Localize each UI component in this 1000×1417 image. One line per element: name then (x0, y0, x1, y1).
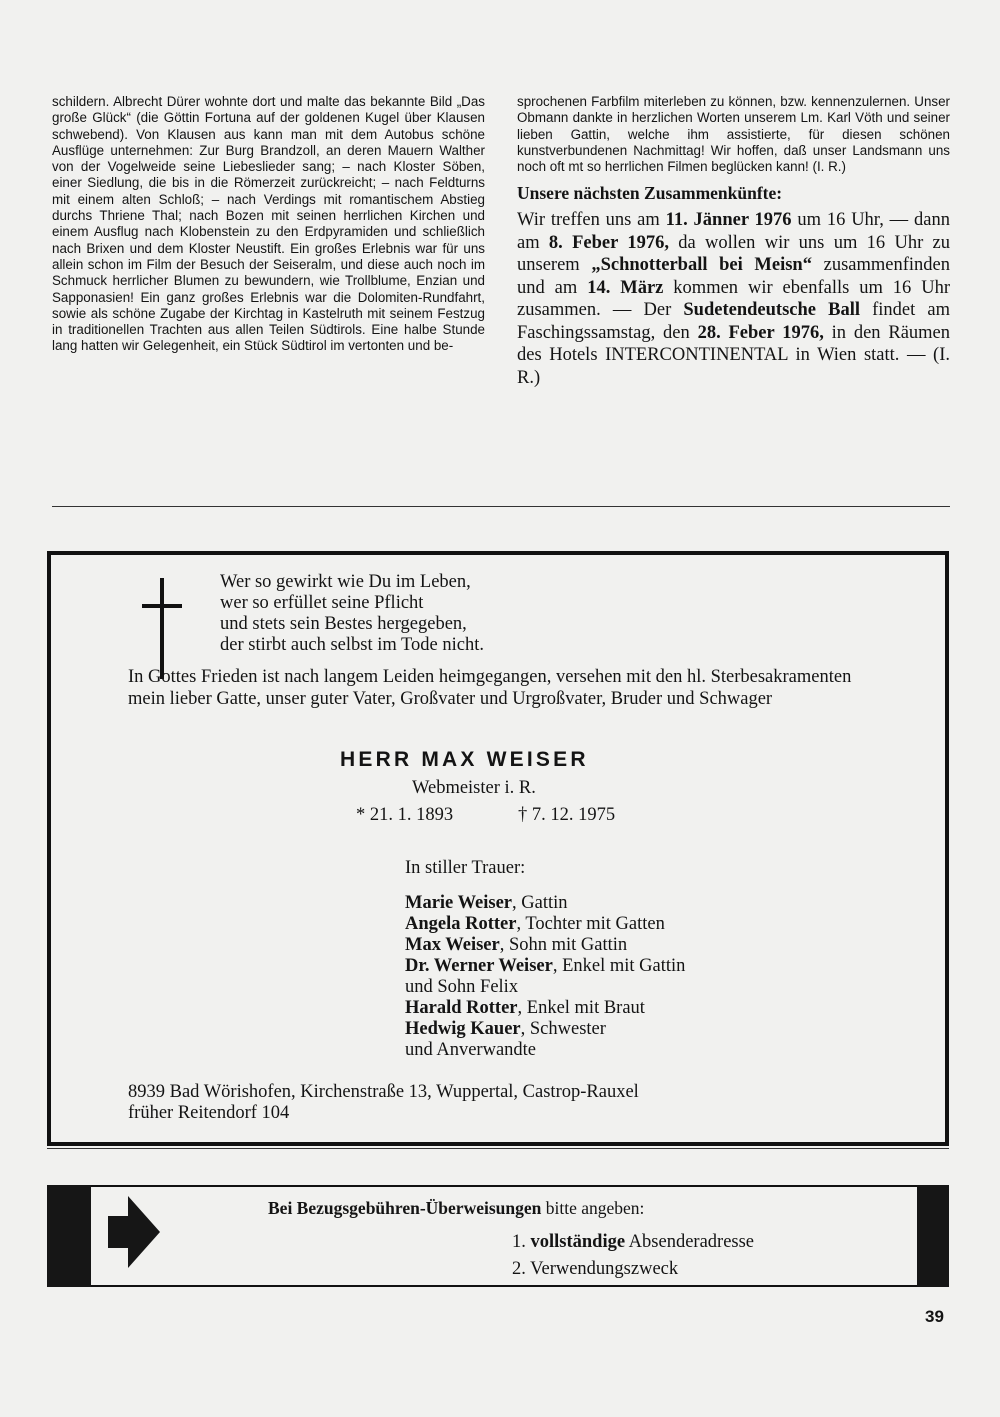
right-arrow-icon (108, 1196, 160, 1268)
meetings-heading: Unsere nächsten Zusammenkünfte: (517, 183, 783, 204)
address-line: 8939 Bad Wörishofen, Kirchenstraße 13, Wuppertal, Castrop-Rauxel (128, 1082, 639, 1102)
list-item: 1. vollständige Absenderadresse (512, 1232, 755, 1252)
cross-icon-bar (142, 604, 182, 608)
mourner: Hedwig Kauer, Schwester (405, 1019, 606, 1039)
notice-bar-left (47, 1185, 91, 1287)
mourner: Marie Weiser, Gattin (405, 893, 568, 913)
poem-line: der stirbt auch selbst im Tode nicht. (220, 635, 484, 655)
birth-date: * 21. 1. 1893 (356, 805, 454, 825)
mourner: Angela Rotter, Tochter mit Gatten (405, 914, 665, 934)
right-column-intro: sprochenen Farbfilm miterleben zu können, bzw. kennenzulernen. Unser Obmann dankte in herzlichen Worten unserem Lm. Karl Vöth und seiner lieben Gattin, welche ihm assistierte, für diesen schönen kunstverbundenen Nachmittag! Wir hoffen, daß unser Landsmann uns noch oft mt so herrlichen Filmen beglücken kann! (I. R.) (517, 94, 950, 175)
right-column (517, 94, 950, 389)
poem-line: Wer so gewirkt wie Du im Leben, (220, 572, 471, 592)
deceased-role: Webmeister i. R. (412, 778, 536, 798)
obituary-intro: In Gottes Frieden ist nach langem Leiden heimgegangen, versehen mit den hl. Sterbesakramenten mein lieber Gatte, unser guter Vater, Großvater und Urgroßvater, Bruder und Schwager (128, 667, 852, 709)
obituary-address (128, 1082, 639, 1124)
deceased-name: HERR MAX WEISER (340, 748, 589, 771)
obituary-poem (220, 572, 484, 656)
page-number: 39 (925, 1307, 944, 1326)
mourner: Dr. Werner Weiser, Enkel mit Gattin (405, 956, 686, 976)
poem-line: wer so erfüllet seine Pflicht (220, 593, 424, 613)
mourning-title: In stiller Trauer: (405, 858, 526, 878)
left-column-text: schildern. Albrecht Dürer wohnte dort und malte das bekannte Bild „Das große Glück“ (die Göttin Fortuna auf der goldenen Kugel über Klausen schwebend). Von Klausen aus kann man mit dem Autobus schöne Ausflüge unternehmen: Zur Burg Brandzoll, an deren Mauern Walther von der Vogelweide seine Liebeslieder sang; – nach Kloster Söben, einer Siedlung, die bis in die Römerzeit zurückreicht; – nach Feldturns mit einem alten Schloß; – nach Verdings mit romantischem Abstieg durchs Thriene Thal; nach Bozen mit seinen herrlichen Kirchen und einem Ausflug nach Klobenstein zu den Erdpyramiden und schließlich nach Brixen und dem Kloster Neustift. Ein großes Erlebnis war für uns allein schon im Film der Besuch der Seiseralm, und diese auch noch im Schmuck herrlicher Blumen zu bewundern, wie Trollblume, Enzian und Sapponasien! Ein ganz großes Erlebnis war die Dolomiten-Rundfahrt, sowie als schöne Zugabe der Kirchtag in Kastelruth mit seinem Festzug in traditionellen Trachten aus allen Teilen Südtirols. Eine halbe Stunde lang hatten wir Gelegenheit, ein Stück Südtirol im vertonten und be- (52, 94, 485, 354)
notice-bar-right (917, 1185, 949, 1287)
address-line: früher Reitendorf 104 (128, 1103, 290, 1123)
mourner: und Anverwandte (405, 1040, 537, 1060)
mourners-list (405, 858, 685, 1061)
section-divider (52, 506, 950, 507)
payment-notice-title: Bei Bezugsgebühren-Überweisungen bitte angeben: (268, 1198, 645, 1218)
section-divider (47, 1148, 949, 1149)
mourner: Max Weiser, Sohn mit Gattin (405, 935, 628, 955)
payment-notice-list (512, 1229, 754, 1283)
meetings-text: Wir treffen uns am 11. Jänner 1976 um 16 Uhr, — dann am 8. Feber 1976, da wollen wir uns um 16 Uhr zu unserem „Schnotterball bei Meisn“ zusammenfinden und am 14. März kommen wir ebenfalls um 16 Uhr zusammen. — Der Sudetendeutsche Ball findet am Faschingssamstag, den 28. Feber 1976, in den Räumen des Hotels INTERCONTINENTAL in Wien statt. — (I. R.) (517, 210, 951, 388)
list-item: 2. Verwendungszweck (512, 1259, 679, 1279)
cross-icon (160, 578, 164, 679)
poem-line: und stets sein Bestes hergegeben, (220, 614, 467, 634)
mourner: Harald Rotter, Enkel mit Braut (405, 998, 645, 1018)
death-date: † 7. 12. 1975 (518, 805, 616, 825)
mourner: und Sohn Felix (405, 977, 519, 997)
